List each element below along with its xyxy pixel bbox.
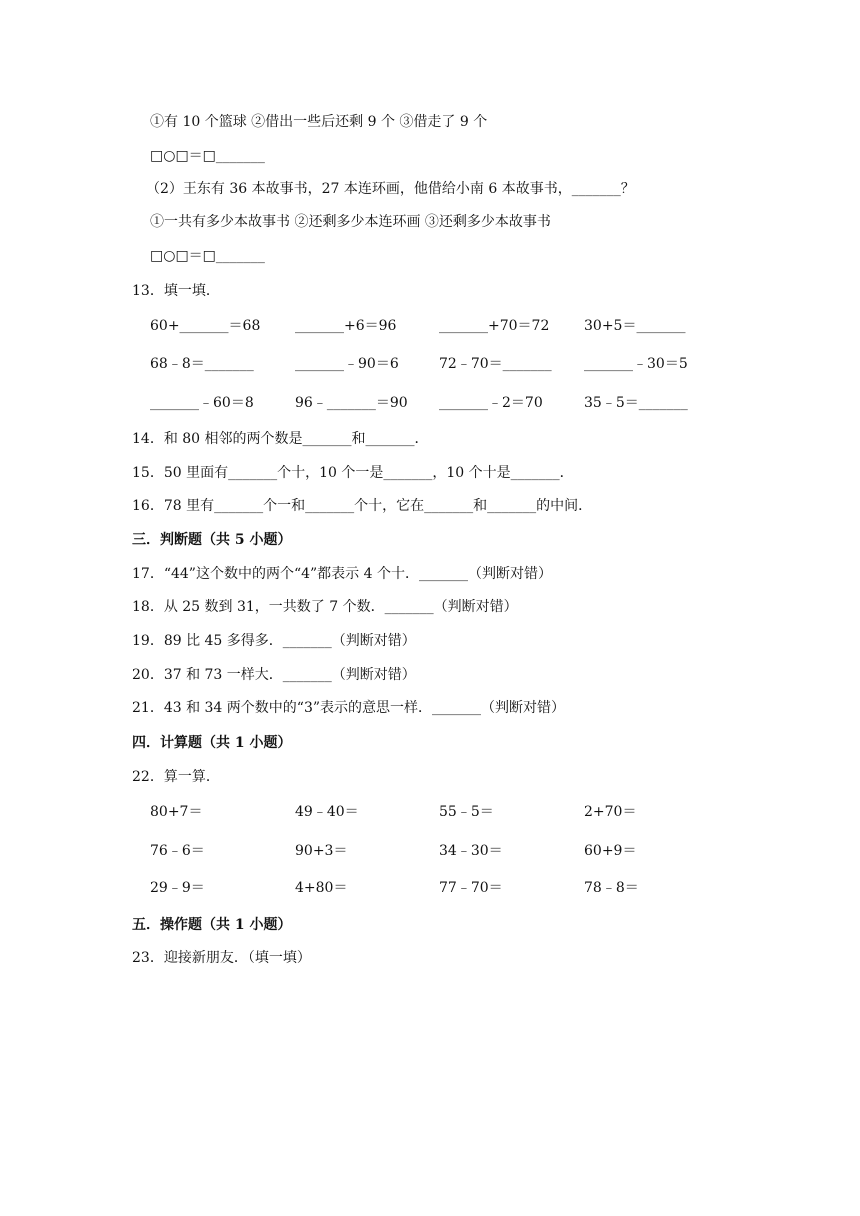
section-5-heading: 五．操作题（共 1 小题） [132,917,292,933]
question-20: 20．37 和 73 一样大．_______（判断对错） [132,667,416,683]
q22-cell: 55﹣5＝ [439,804,494,820]
question-19: 19．89 比 45 多得多．_______（判断对错） [132,633,416,649]
q13-cell: 30+5＝_______ [584,318,686,334]
q13-cell: _______+70＝72 [439,318,550,334]
section-4-heading: 四．计算题（共 1 小题） [132,735,292,751]
q22-cell: 60+9＝ [584,843,637,859]
q13-cell: _______﹣30＝5 [584,356,688,372]
question-15: 15．50 里面有_______个十，10 个一是_______，10 个十是_______． [132,465,574,481]
q22-title: 22．算一算． [132,769,220,785]
q22-cell: 90+3＝ [295,843,348,859]
question-17: 17．“44”这个数中的两个“4”都表示 4 个十．_______（判断对错） [132,566,552,582]
q13-cell: 68﹣8＝_______ [150,356,254,372]
question-14: 14．和 80 相邻的两个数是_______和_______． [132,431,429,447]
q22-cell: 2+70＝ [584,804,637,820]
q12-sub2-text: （2）王东有 36 本故事书，27 本连环画，他借给小南 6 本故事书，_______？ [146,181,635,197]
q22-cell: 29﹣9＝ [150,880,205,896]
section-3-heading: 三．判断题（共 5 小题） [132,532,292,548]
q22-cell: 76﹣6＝ [150,843,205,859]
q22-cell: 49﹣40＝ [295,804,359,820]
q13-cell: _______﹣90＝6 [295,356,399,372]
q13-cell: 35﹣5＝_______ [584,395,688,411]
q13-cell: _______﹣2＝70 [439,395,543,411]
q13-title: 13．填一填． [132,283,220,299]
q13-cell: _______+6＝96 [295,318,397,334]
q12-sub1-formula: □○□＝□_______ [150,148,265,164]
question-21: 21．43 和 34 两个数中的“3”表示的意思一样．_______（判断对错） [132,700,566,716]
q22-cell: 77﹣70＝ [439,880,503,896]
question-23: 23．迎接新朋友．（填一填） [132,950,311,966]
q22-cell: 78﹣8＝ [584,880,639,896]
q12-sub2-options: ①一共有多少本故事书 ②还剩多少本连环画 ③还剩多少本故事书 [150,214,551,230]
q22-cell: 34﹣30＝ [439,843,503,859]
q13-cell: _______﹣60＝8 [150,395,254,411]
q12-sub1-options: ①有 10 个篮球 ②借出一些后还剩 9 个 ③借走了 9 个 [150,114,488,130]
q22-cell: 80+7＝ [150,804,203,820]
q13-cell: 60+_______＝68 [150,318,261,334]
question-18: 18．从 25 数到 31，一共数了 7 个数．_______（判断对错） [132,599,518,615]
q22-cell: 4+80＝ [295,880,348,896]
q12-sub2-formula: □○□＝□_______ [150,248,265,264]
question-16: 16．78 里有_______个一和_______个十，它在_______和_______的中间． [132,498,593,514]
q13-cell: 72﹣70＝_______ [439,356,552,372]
q13-cell: 96﹣_______＝90 [295,395,408,411]
